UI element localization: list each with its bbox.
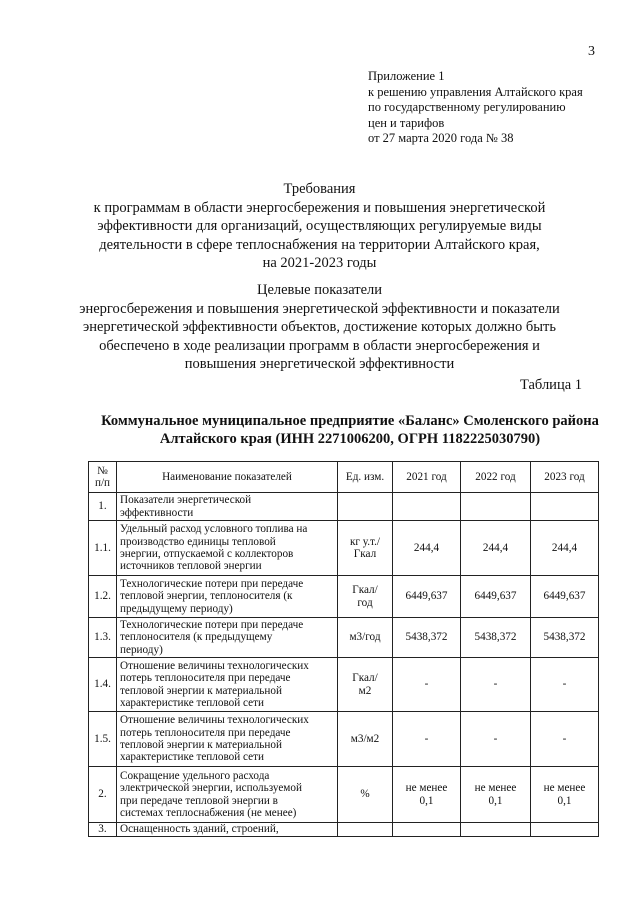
table-label: Таблица 1: [520, 377, 583, 393]
indicator-name-line: системах теплоснабжения (не менее): [120, 806, 297, 819]
value-2022-line: 6449,637: [474, 590, 517, 603]
value-2023: [531, 712, 599, 767]
value-2023: [531, 823, 599, 837]
value-2021-line: -: [424, 678, 429, 691]
header-2023: 2023 год: [531, 462, 599, 493]
value-2021: [393, 576, 461, 618]
indicator-name-line: электрической энергии, используемой: [120, 782, 302, 795]
indicator-name-line: источников тепловой энергии: [120, 560, 262, 573]
indicator-name-line: Отношение величины технологических: [120, 659, 309, 672]
table-row: [89, 712, 599, 767]
indicator-name-line: характеристике тепловой сети: [120, 696, 265, 709]
table-row: [89, 576, 599, 618]
appendix-line: цен и тарифов: [368, 115, 445, 130]
value-2023-line: 0,1: [557, 794, 572, 807]
value-2022-line: 244,4: [482, 541, 509, 554]
indicator-name-line: Технологические потери при передаче: [120, 577, 304, 590]
value-2022: [461, 712, 531, 767]
value-2021-line: 5438,372: [405, 631, 448, 644]
page-number: 3: [588, 44, 595, 59]
value-2021-line: не менее: [405, 782, 448, 795]
table-row: [89, 767, 599, 823]
header-name: Наименование показателей: [117, 462, 338, 493]
value-2021-line: 244,4: [413, 541, 440, 554]
unit-cell-line: Гкал: [353, 548, 377, 560]
table-row: [89, 618, 599, 658]
title-line: обеспечено в ходе реализации программ в области энергосбережения и: [99, 337, 540, 354]
row-number: 3.: [89, 823, 117, 837]
unit-cell: [338, 823, 393, 837]
indicator-name-line: Оснащенность зданий, строений,: [120, 823, 279, 836]
indicator-name: [117, 823, 338, 837]
indicator-name-line: предыдущему периоду): [120, 602, 233, 615]
value-2022-line: 5438,372: [474, 631, 517, 644]
header-unit: Ед. изм.: [338, 462, 393, 493]
unit-cell-line: год: [357, 596, 373, 609]
row-number: 1.2.: [89, 576, 117, 618]
indicator-name: [117, 767, 338, 823]
indicator-name: [117, 658, 338, 712]
unit-cell-line: м3/год: [349, 631, 381, 644]
unit-cell: [338, 712, 393, 767]
value-2022: [461, 493, 531, 521]
indicator-name-line: эффективности: [120, 506, 194, 519]
unit-cell-line: м2: [358, 684, 372, 697]
organization-title: [60, 412, 639, 448]
unit-cell: [338, 618, 393, 658]
value-2023-line: не менее: [543, 782, 586, 795]
indicator-name-line: тепловой энергии к материальной: [120, 739, 282, 751]
indicator-name: [117, 712, 338, 767]
indicator-name-line: при передаче тепловой энергии в: [120, 794, 278, 807]
appendix-header: [368, 69, 583, 147]
unit-cell-line: Гкал/: [352, 672, 378, 685]
title-line: повышения энергетической эффективности: [184, 356, 455, 372]
appendix-line: Приложение 1: [368, 69, 445, 83]
row-number: 1.5.: [89, 712, 117, 767]
title-line: Требования: [283, 181, 356, 197]
value-2022-line: -: [493, 732, 498, 745]
value-2022-line: -: [493, 678, 498, 691]
indicator-name-line: Технологические потери при передаче: [120, 618, 304, 631]
table-row: [89, 493, 599, 521]
indicator-name-line: характеристике тепловой сети: [120, 751, 265, 764]
value-2022: [461, 823, 531, 837]
title-line: энергетической эффективности объектов, достижение которых должно быть: [83, 319, 556, 335]
value-2021: [393, 521, 461, 576]
indicator-name-line: тепловой энергии к материальной: [120, 684, 282, 697]
title-line: на 2021-2023 годы: [262, 255, 377, 271]
title-line: к программам в области энергосбережения и повышения энергетической: [93, 199, 546, 216]
value-2023: [531, 618, 599, 658]
value-2023-line: 5438,372: [543, 631, 586, 644]
indicator-name-line: Сокращение удельного расхода: [120, 769, 270, 782]
value-2023: [531, 658, 599, 712]
value-2022: [461, 521, 531, 576]
unit-cell-line: Гкал/: [352, 584, 378, 597]
value-2021: [393, 823, 461, 837]
value-2022: [461, 618, 531, 658]
value-2021: [393, 658, 461, 712]
unit-cell: [338, 576, 393, 618]
value-2021-line: 0,1: [419, 794, 434, 807]
value-2022-line: не менее: [474, 782, 517, 795]
indicator-name-line: Показатели энергетической: [120, 494, 252, 507]
indicator-name: [117, 576, 338, 618]
organization-line: Коммунальное муниципальное предприятие «Баланс» Смоленского района: [101, 413, 599, 429]
appendix-line: по государственному регулированию: [368, 100, 566, 114]
header-2022: 2022 год: [461, 462, 531, 493]
unit-cell-line: %: [360, 788, 370, 801]
indicator-name: [117, 521, 338, 576]
value-2023-line: -: [562, 678, 567, 691]
indicator-name: [117, 618, 338, 658]
table-row: [89, 823, 599, 837]
title-line: деятельности в сфере теплоснабжения на территории Алтайского края,: [99, 236, 540, 253]
indicator-name-line: потерь теплоносителя при передаче: [120, 672, 291, 685]
indicator-name-line: энергии, отпускаемой с коллекторов: [120, 548, 294, 560]
organization-line: Алтайского края (ИНН 2271006200, ОГРН 1182225030790): [159, 431, 541, 447]
indicator-name-line: производство единицы тепловой: [120, 535, 276, 548]
value-2023: [531, 576, 599, 618]
indicator-name-line: Отношение величины технологических: [120, 714, 309, 727]
value-2023-line: -: [562, 732, 567, 745]
row-number: 2.: [89, 767, 117, 823]
unit-cell: [338, 767, 393, 823]
value-2021: [393, 618, 461, 658]
appendix-line: от 27 марта 2020 года № 38: [368, 131, 514, 145]
value-2021-line: -: [424, 732, 429, 745]
value-2023-line: 244,4: [551, 541, 578, 554]
target-indicators-title: [0, 281, 639, 374]
value-2023: [531, 521, 599, 576]
row-number: 1.: [89, 493, 117, 521]
unit-cell: [338, 493, 393, 521]
value-2021: [393, 493, 461, 521]
header-num-line: п/п: [94, 477, 111, 489]
unit-cell: [338, 658, 393, 712]
value-2023: [531, 493, 599, 521]
value-2022: [461, 658, 531, 712]
row-number: 1.3.: [89, 618, 117, 658]
table-row: [89, 658, 599, 712]
appendix-line: к решению управления Алтайского края: [368, 84, 583, 99]
value-2022-line: 0,1: [488, 794, 503, 807]
indicator-name-line: потерь теплоносителя при передаче: [120, 726, 291, 739]
indicator-name-line: тепловой энергии, теплоносителя (к: [120, 590, 293, 603]
value-2023-line: 6449,637: [543, 590, 586, 603]
value-2021: [393, 767, 461, 823]
row-number: 1.1.: [89, 521, 117, 576]
unit-cell-line: кг у.т./: [349, 535, 381, 548]
indicator-name-line: Удельный расход условного топлива на: [120, 523, 308, 536]
table-header-row: [89, 462, 599, 493]
unit-cell: [338, 521, 393, 576]
indicator-name-line: теплоносителя (к предыдущему: [120, 631, 273, 644]
row-number: 1.4.: [89, 658, 117, 712]
title-line: эффективности для организаций, осуществляющих регулируемые виды: [97, 218, 542, 234]
indicator-name: [117, 493, 338, 521]
indicator-name-line: периоду): [120, 643, 163, 656]
value-2021-line: 6449,637: [405, 590, 448, 603]
value-2021: [393, 712, 461, 767]
value-2022: [461, 576, 531, 618]
title-line: энергосбережения и повышения энергетической эффективности и показатели: [79, 300, 560, 317]
value-2022: [461, 767, 531, 823]
header-num-line: №: [97, 464, 108, 477]
requirements-title: [0, 180, 639, 273]
indicators-table: [88, 461, 599, 837]
unit-cell-line: м3/м2: [350, 732, 380, 745]
header-num: [89, 462, 117, 493]
title-line: Целевые показатели: [256, 282, 383, 298]
header-2021: 2021 год: [393, 462, 461, 493]
table-row: [89, 521, 599, 576]
value-2023: [531, 767, 599, 823]
